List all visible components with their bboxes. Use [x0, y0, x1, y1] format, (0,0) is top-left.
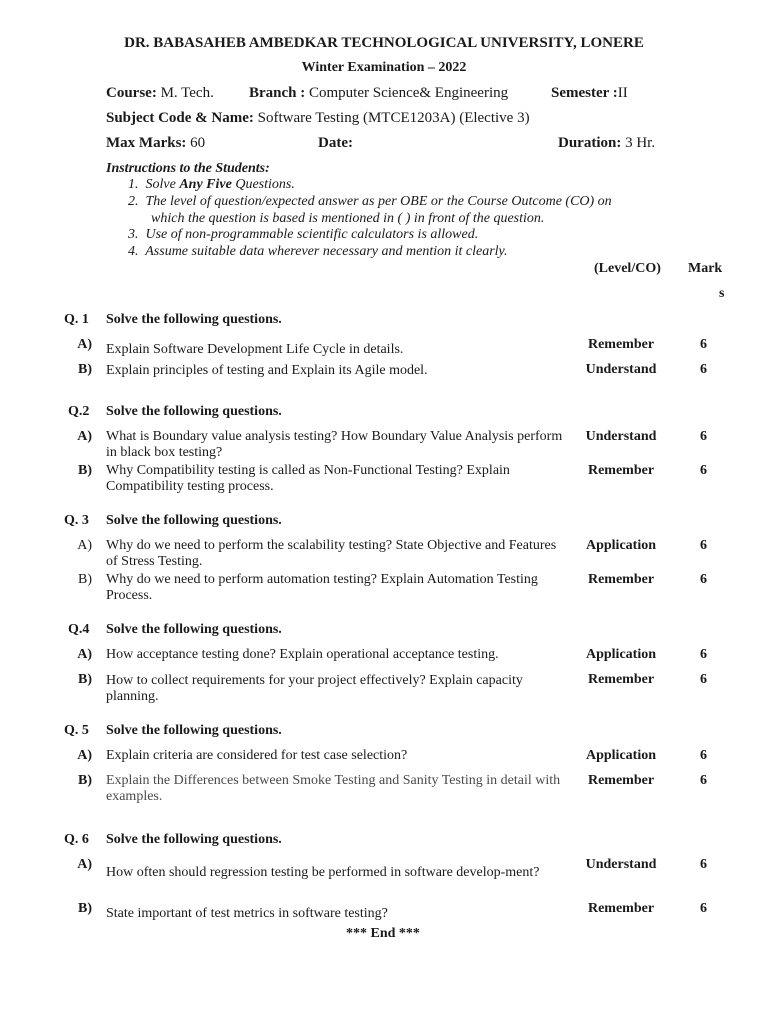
part-text: Explain Software Development Life Cycle in details. — [106, 342, 404, 357]
part-level: Understand — [585, 429, 657, 444]
question-number: Q.2 — [68, 404, 90, 419]
part-label: B) — [78, 572, 92, 587]
question-number: Q. 1 — [64, 312, 89, 327]
part-text: How to collect requirements for your project effectively? Explain capacity planning. — [106, 673, 523, 704]
question-number: Q. 3 — [64, 513, 89, 528]
question-heading: Solve the following questions. — [106, 513, 282, 528]
part-label: B) — [78, 901, 92, 916]
part-label: A) — [77, 429, 92, 444]
instruction-text: Use of non-programmable scientific calculators is allowed. — [145, 227, 479, 242]
branch-value: Computer Science& Engineering — [309, 85, 509, 101]
part-level: Remember — [587, 672, 655, 687]
instruction-number: 3. — [128, 227, 139, 242]
part-level: Remember — [587, 773, 655, 788]
part-marks: 6 — [700, 748, 707, 763]
max-marks-label: Max Marks: — [106, 135, 187, 151]
part-label: A) — [77, 647, 92, 662]
part-marks: 6 — [700, 429, 707, 444]
part-text: Explain criteria are considered for test case selection? — [106, 748, 408, 763]
question-number: Q. 5 — [64, 723, 89, 738]
part-marks: 6 — [700, 362, 707, 377]
instruction-item — [128, 194, 612, 210]
part-marks: 6 — [700, 672, 707, 687]
question-heading: Solve the following questions. — [106, 832, 282, 847]
part-text: Explain the Differences between Smoke Testing and Sanity Testing in detail with examples. — [106, 773, 561, 804]
subject-field — [106, 110, 530, 127]
instruction-text: Solve — [145, 177, 180, 192]
part-text: Why do we need to perform the scalability testing? State Objective and Features of Stress Testing. — [106, 538, 557, 569]
part-marks: 6 — [700, 572, 707, 587]
duration-label: Duration: — [558, 135, 622, 151]
instruction-number: 4. — [128, 244, 139, 259]
question-number: Q.4 — [68, 622, 90, 637]
part-marks: 6 — [700, 857, 707, 872]
instruction-text: The level of question/expected answer as per OBE or the Course Outcome (CO) on — [145, 194, 612, 209]
part-marks: 6 — [700, 901, 707, 916]
branch-label: Branch : — [249, 85, 306, 101]
instruction-text: Questions. — [231, 177, 295, 192]
part-level: Understand — [585, 857, 657, 872]
part-level: Remember — [587, 337, 655, 352]
part-level: Application — [585, 538, 656, 553]
part-level: Application — [585, 748, 656, 763]
course-value: M. Tech. — [160, 85, 214, 101]
part-level: Remember — [587, 572, 655, 587]
semester-label: Semester : — [551, 85, 618, 101]
question-heading: Solve the following questions. — [106, 312, 282, 327]
question-heading: Solve the following questions. — [106, 622, 282, 637]
level-column-header: (Level/CO) — [594, 261, 661, 276]
instruction-item — [128, 244, 508, 260]
part-marks: 6 — [700, 647, 707, 662]
part-label: A) — [77, 857, 92, 872]
part-marks: 6 — [700, 538, 707, 553]
part-text: State important of test metrics in software testing? — [106, 906, 388, 921]
question-number: Q. 6 — [64, 832, 89, 847]
end-marker: *** End *** — [346, 926, 420, 941]
max-marks-field — [106, 135, 205, 152]
instruction-item — [128, 227, 478, 243]
max-marks-value: 60 — [190, 135, 206, 151]
course-field — [106, 85, 214, 102]
subject-label: Subject Code & Name: — [106, 110, 254, 126]
marks-column-header-wrap: s — [719, 286, 725, 301]
part-level: Application — [585, 647, 656, 662]
instruction-text-continued: which the question is based is mentioned in ( ) in front of the question. — [151, 211, 545, 226]
instruction-text: Assume suitable data wherever necessary and mention it clearly. — [145, 244, 508, 259]
part-text: How acceptance testing done? Explain operational acceptance testing. — [106, 647, 499, 662]
instructions-title: Instructions to the Students: — [106, 161, 270, 176]
question-heading: Solve the following questions. — [106, 404, 282, 419]
part-label: A) — [77, 538, 92, 553]
instruction-emphasis: Any Five — [179, 177, 232, 192]
part-label: B) — [78, 773, 92, 788]
part-label: B) — [78, 362, 92, 377]
question-heading: Solve the following questions. — [106, 723, 282, 738]
duration-field — [558, 135, 655, 152]
part-text: Explain principles of testing and Explain its Agile model. — [106, 363, 428, 378]
part-level: Remember — [587, 463, 655, 478]
subject-value: Software Testing (MTCE1203A) (Elective 3) — [257, 110, 530, 126]
part-text: What is Boundary value analysis testing? How Boundary Value Analysis perform in black box testing? — [106, 429, 563, 460]
marks-column-header: Mark — [688, 261, 723, 276]
exam-title: Winter Examination – 2022 — [301, 60, 467, 75]
semester-field — [551, 85, 628, 102]
course-label: Course: — [106, 85, 157, 101]
duration-value: 3 Hr. — [625, 135, 656, 151]
part-marks: 6 — [700, 463, 707, 478]
part-text: Why Compatibility testing is called as Non-Functional Testing? Explain Compatibility testing process. — [106, 463, 510, 494]
part-label: A) — [77, 337, 92, 352]
instruction-number: 2. — [128, 194, 139, 209]
date-label: Date: — [318, 135, 353, 151]
part-label: B) — [78, 463, 92, 478]
part-level: Remember — [587, 901, 655, 916]
semester-value: II — [617, 85, 628, 101]
part-level: Understand — [585, 362, 657, 377]
instruction-item — [128, 177, 295, 193]
part-label: A) — [77, 748, 92, 763]
university-title: DR. BABASAHEB AMBEDKAR TECHNOLOGICAL UNIVERSITY, LONERE — [124, 35, 644, 51]
part-marks: 6 — [700, 337, 707, 352]
part-text: Why do we need to perform automation testing? Explain Automation Testing Process. — [106, 572, 538, 603]
branch-field — [249, 85, 508, 102]
part-label: B) — [78, 672, 92, 687]
instruction-number: 1. — [128, 177, 139, 192]
part-marks: 6 — [700, 773, 707, 788]
part-text: How often should regression testing be performed in software develop-ment? — [106, 865, 540, 880]
